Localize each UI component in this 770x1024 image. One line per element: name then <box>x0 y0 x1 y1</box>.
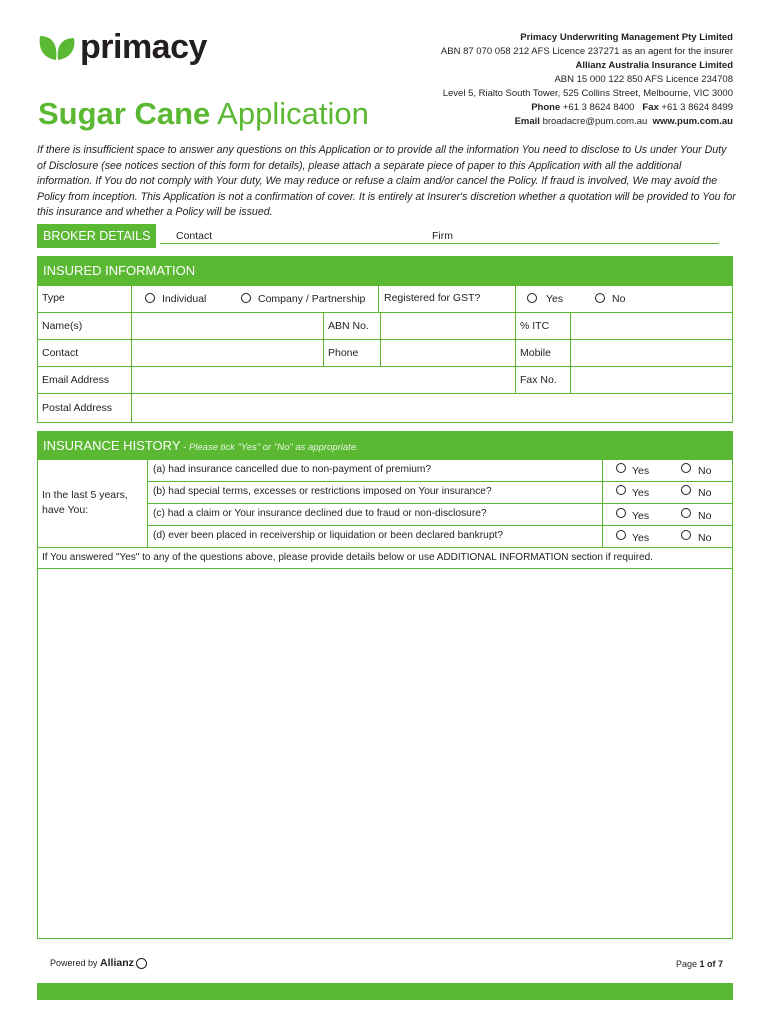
col-divider <box>380 312 381 366</box>
gst-label: Registered for GST? <box>384 292 481 304</box>
fax-label: Fax No. <box>520 374 557 386</box>
q-c-yes-radio[interactable] <box>616 508 626 518</box>
col-divider <box>570 312 571 393</box>
insured-table <box>37 285 733 423</box>
gst-yes-label: Yes <box>546 293 564 305</box>
abn-label: ABN No. <box>328 320 369 332</box>
q-c-no-radio[interactable] <box>681 508 691 518</box>
q-b-no-label: No <box>698 487 712 499</box>
q-a-no-label: No <box>698 465 712 477</box>
leaf-icon <box>36 30 80 74</box>
q-a-yes-radio[interactable] <box>616 463 626 473</box>
row-divider <box>37 393 733 394</box>
gst-no-label: No <box>612 293 626 305</box>
broker-firm-label: Firm <box>432 230 453 242</box>
company-radio[interactable] <box>241 293 251 303</box>
history-lead: In the last 5 years, have You: <box>42 489 128 516</box>
gst-yes-radio[interactable] <box>527 293 537 303</box>
col-divider <box>515 285 516 393</box>
individual-radio[interactable] <box>145 293 155 303</box>
q-d-yes-label: Yes <box>632 532 650 544</box>
email-label: Email Address <box>42 374 110 386</box>
powered-by: Powered by Allianz <box>50 957 147 969</box>
intro-text: If there is insufficient space to answer any questions on this Application or to provide all the information You need to disclose to Us under Your Duty of Disclosure (see notices section of this form for details), please attach a separate piece of paper to this Application with all the additional information. If You do not comply with Your duty, We may reduce or refuse a claim and/or cancel the Policy. If fraud is involved, We may avoid the Policy from inception. This Application is not a confirmation of cover. It is entirely at Insurer's discretion whether a quotation will be provided to You for this insurance and whether a Policy will be issued. <box>37 144 736 219</box>
names-label: Name(s) <box>42 320 83 332</box>
q-b-yes-radio[interactable] <box>616 485 626 495</box>
postal-label: Postal Address <box>42 402 113 414</box>
q-b-no-radio[interactable] <box>681 485 691 495</box>
brand-name: primacy <box>80 28 207 66</box>
row-divider <box>147 525 733 526</box>
individual-label: Individual <box>162 293 207 305</box>
itc-label: % ITC <box>520 320 550 332</box>
row-divider <box>37 366 733 367</box>
row-divider <box>37 547 733 548</box>
broker-underline[interactable] <box>160 243 719 244</box>
col-divider <box>323 312 324 366</box>
history-section-bar: INSURANCE HISTORY - Please tick "Yes" or "No" as appropriate. <box>37 431 733 460</box>
q-a-no-radio[interactable] <box>681 463 691 473</box>
q-b-yes-label: Yes <box>632 487 650 499</box>
question-b: (b) had special terms, excesses or restrictions imposed on Your insurance? <box>153 486 492 497</box>
q-d-no-radio[interactable] <box>681 530 691 540</box>
broker-contact-label: Contact <box>176 230 213 242</box>
q-c-yes-label: Yes <box>632 510 650 522</box>
insured-section-bar: INSURED INFORMATION <box>37 256 733 285</box>
row-divider <box>147 503 733 504</box>
question-c: (c) had a claim or Your insurance declined due to fraud or non-disclosure? <box>153 508 487 519</box>
q-d-no-label: No <box>698 532 712 544</box>
page-number: Page 1 of 7 <box>676 959 724 969</box>
gst-no-radio[interactable] <box>595 293 605 303</box>
question-a: (a) had insurance cancelled due to non-payment of premium? <box>153 464 432 475</box>
page-title: Sugar Cane Application <box>38 96 369 131</box>
allianz-icon <box>136 958 147 969</box>
footer-bar <box>37 983 733 1000</box>
row-divider <box>37 312 733 313</box>
q-a-yes-label: Yes <box>632 465 650 477</box>
phone-label: Phone <box>328 347 359 359</box>
company-label: Company / Partnership <box>258 293 366 305</box>
row-divider <box>147 481 733 482</box>
broker-section-label: BROKER DETAILS <box>37 224 156 248</box>
company-details: Primacy Underwriting Management Pty Limited ABN 87 070 058 212 AFS Licence 237271 as an agent for the insurer Allianz Australia Insurance Limited ABN 15 000 122 850 AFS Licence 234708 Level 5, Rialto South Tower, 525 Collins Street, Melbourne, VIC 3000 Phone +61 3 8624 8400 Fax +61 3 8624 8499 Email broadacre@pum.com.au www.pum.com.au <box>440 32 733 127</box>
col-divider <box>131 285 132 422</box>
details-textarea[interactable] <box>38 569 732 936</box>
question-d: (d) ever been placed in receivership or liquidation or been declared bankrupt? <box>153 530 503 541</box>
mobile-label: Mobile <box>520 347 551 359</box>
history-note: If You answered "Yes" to any of the questions above, please provide details below or use ADDITIONAL INFORMATION section if required. <box>42 552 653 563</box>
contact-label: Contact <box>42 347 79 359</box>
q-d-yes-radio[interactable] <box>616 530 626 540</box>
q-c-no-label: No <box>698 510 712 522</box>
type-label: Type <box>42 292 65 304</box>
col-divider <box>378 285 379 312</box>
row-divider <box>37 339 733 340</box>
